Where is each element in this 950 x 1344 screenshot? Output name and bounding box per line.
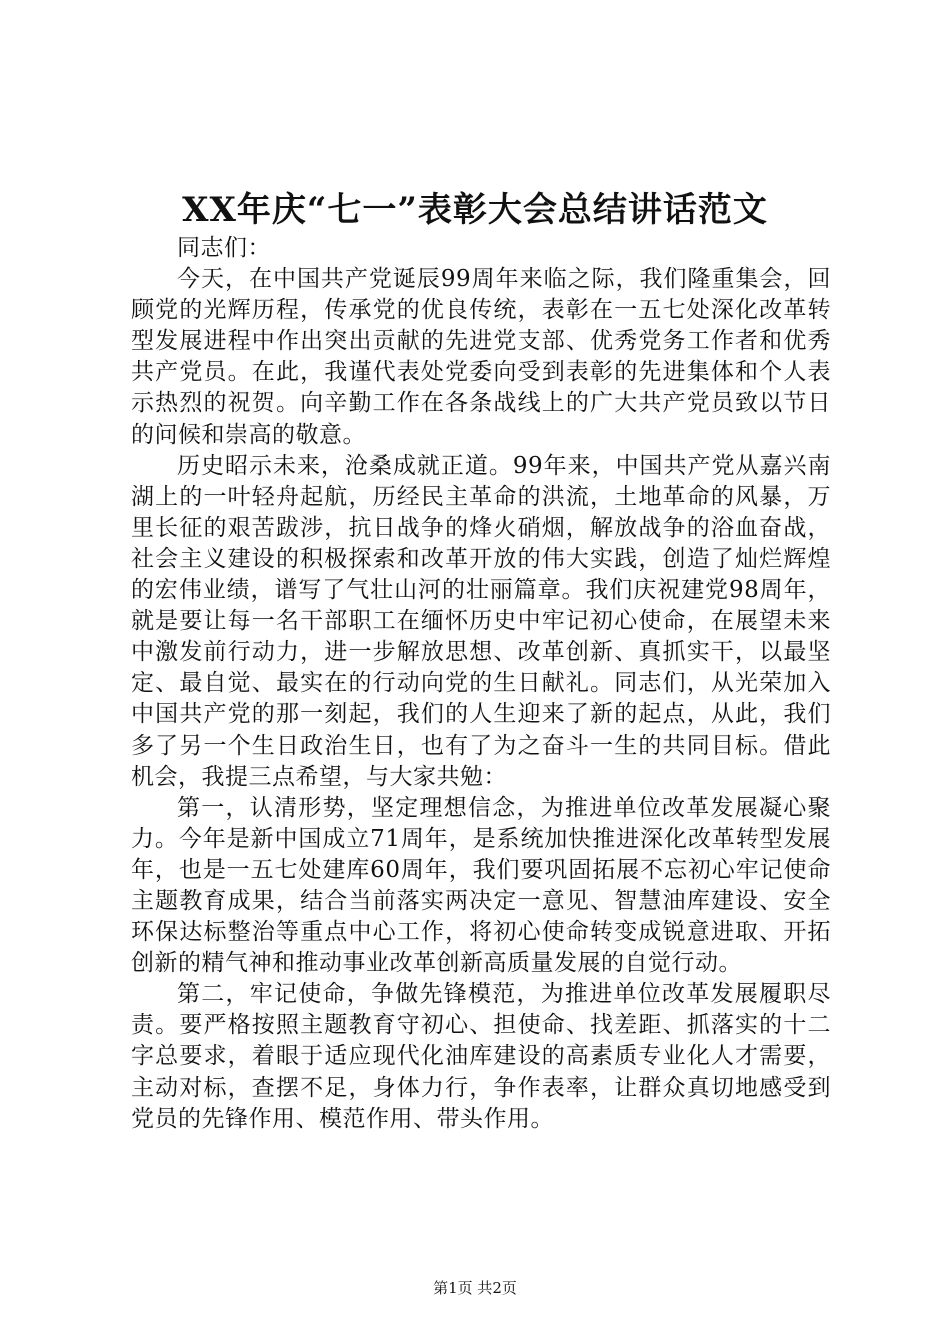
paragraph-1: 今天，在中国共产党诞辰99周年来临之际，我们隆重集会，回顾党的光辉历程，传承党的优良传统，表彰在一五七处深化改革转型发展进程中作出突出贡献的先进党支部、优秀党务工作者和优秀共产党员。在此，我谨代表处党委向受到表彰的先进集体和个人表示热烈的祝贺。向辛勤工作在各条战线上的广大共产党员致以节日的问候和崇高的敬意。 — [131, 266, 831, 448]
document-title: XX年庆“七一”表彰大会总结讲话范文 — [182, 190, 768, 230]
paragraph-4: 第二，牢记使命，争做先锋模范，为推进单位改革发展履职尽责。要严格按照主题教育守初心、担使命、找差距、抓落实的十二字总要求，着眼于适应现代化油库建设的高素质专业化人才需要，主动对标，查摆不足，身体力行，争作表率，让群众真切地感受到党员的先锋作用、模范作用、带头作用。 — [131, 981, 831, 1132]
page-indicator: 第1页 共2页 — [433, 1279, 517, 1297]
document-body — [131, 233, 831, 1135]
paragraph-2: 历史昭示未来，沧桑成就正道。99年来，中国共产党从嘉兴南湖上的一叶轻舟起航，历经民主革命的洪流，土地革命的风暴，万里长征的艰苦跋涉，抗日战争的烽火硝烟，解放战争的浴血奋战，社会主义建设的积极探索和改革开放的伟大实践，创造了灿烂辉煌的宏伟业绩，谱写了气壮山河的壮丽篇章。我们庆祝建党98周年，就是要让每一名干部职工在缅怀历史中牢记初心使命，在展望未来中激发前行动力，进一步解放思想、改革创新、真抓实干，以最坚定、最自觉、最实在的行动向党的生日献礼。同志们，从光荣加入中国共产党的那一刻起，我们的人生迎来了新的起点，从此，我们多了另一个生日政治生日，也有了为之奋斗一生的共同目标。借此机会，我提三点希望，与大家共勉： — [131, 452, 831, 790]
salutation: 同志们： — [177, 235, 271, 261]
paragraph-3: 第一，认清形势，坚定理想信念，为推进单位改革发展凝心聚力。今年是新中国成立71周年，是系统加快推进深化改革转型发展年，也是一五七处建库60周年，我们要巩固拓展不忘初心牢记使命主题教育成果，结合当前落实两决定一意见、智慧油库建设、安全环保达标整治等重点中心工作，将初心使命转变成锐意进取、开拓创新的精气神和推动事业改革创新高质量发展的自觉行动。 — [131, 794, 831, 977]
